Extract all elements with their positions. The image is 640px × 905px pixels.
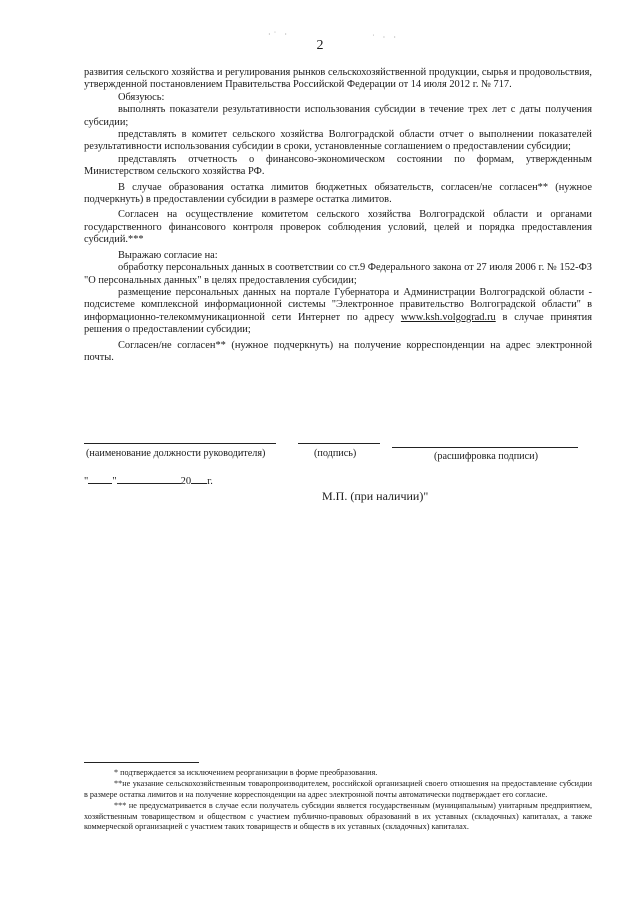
scan-artifact: ·˙ · [268, 30, 290, 39]
paragraph-obligation-financial: представлять отчетность о финансово-экономическом состоянии по формам, утвержденным Министерством сельского хозяйства РФ. [84, 153, 592, 178]
year-suffix: г. [207, 476, 213, 487]
paragraph-obligations-heading: Обязуюсь: [118, 91, 165, 103]
decoding-caption: (расшифровка подписи) [434, 451, 538, 462]
placement-text-after: в случае принятия решения о предоставлении субсидии; [84, 311, 592, 336]
position-line [84, 443, 276, 444]
paragraph-personal-data: обработку персональных данных в соответствии со ст.9 Федерального закона от 27 июля 2006 г. № 152-ФЗ "О персональных данных" в целях предоставления субсидии; [84, 262, 592, 286]
footnote-3: *** не предусматривается в случае если получатель субсидии является государственным (муниципальным) унитарным предприятием, хозяйственным товариществом и обществом с участием публично-правовых образований в их уставных (складочных) капиталах, а также коммерческой организацией с участием таких товариществ и обществ в их уставных (складочных) капиталах. [84, 801, 592, 832]
website-link[interactable]: www.ksh.volgograd.ru [400, 311, 496, 323]
day-blank [88, 473, 112, 484]
month-blank [117, 473, 181, 484]
paragraph-obligation-indicators: выполнять показатели результативности использования субсидии в течение трех лет с даты получения субсидии; [84, 104, 592, 128]
year-prefix: 20 [180, 476, 192, 487]
paragraph-program-reference: развития сельского хозяйства и регулирования рынков сельскохозяйственной продукции, сырья и продовольствия, утвержденной постановлением Правительства Российской Федерации от 14 июля 2012 г. № 717. [84, 67, 592, 91]
footnote-1: * подтверждается за исключением реорганизации в форме преобразования. [114, 768, 378, 777]
seal-placeholder: М.П. (при наличии)" [322, 489, 429, 503]
date-field [84, 473, 213, 487]
year-blank [191, 473, 207, 484]
footnote-separator [84, 762, 199, 763]
paragraph-obligation-report: представлять в комитет сельского хозяйства Волгоградской области отчет о выполнении показателей результативности использования субсидии в сроки, установленные соглашением о предоставлении субсидии; [84, 129, 592, 153]
paragraph-consent-heading: Выражаю согласие на: [118, 249, 218, 261]
page-number: 2 [316, 38, 324, 53]
date-open-quote: " [84, 476, 89, 487]
position-caption: (наименование должности руководителя) [86, 448, 266, 459]
paragraph-email-consent: Согласен/не согласен** (нужное подчеркнуть) на получение корреспонденции на адрес электронной почты. [84, 339, 592, 363]
decoding-line [392, 447, 578, 448]
document-body [84, 67, 592, 364]
paragraph-limits-consent: В случае образования остатка лимитов бюджетных обязательств, согласен/не согласен** (нужное подчеркнуть) в предоставлении субсидии в размере остатка лимитов. [84, 181, 592, 206]
paragraph-control-consent: Согласен на осуществление комитетом сельского хозяйства Волгоградской области и органами государственного финансового контроля проверок соблюдения условий, целей и порядка предоставления субсидий.*** [84, 209, 592, 246]
date-close-quote: " [112, 476, 117, 487]
placement-text-before: размещение персональных данных на портале Губернатора и Администрации Волгоградской области - подсистеме комплексной информационной системы "Электронное правительство Волгоградской области" в информационно-телекоммуникационной сети Интернет по адресу [84, 286, 592, 323]
footnotes [84, 768, 592, 833]
signature-caption: (подпись) [314, 448, 357, 459]
footnote-2: **не указание сельскохозяйственным товаропроизводителем, российской организацией своего отношения на предоставление субсидии в размере остатка лимитов и на получение корреспонденции на адрес электронной почты автоматически подтверждает его согласие. [84, 779, 592, 799]
scan-artifact: ˙ · · [372, 33, 399, 42]
signature-line [298, 443, 380, 444]
paragraph-data-placement [84, 287, 592, 337]
